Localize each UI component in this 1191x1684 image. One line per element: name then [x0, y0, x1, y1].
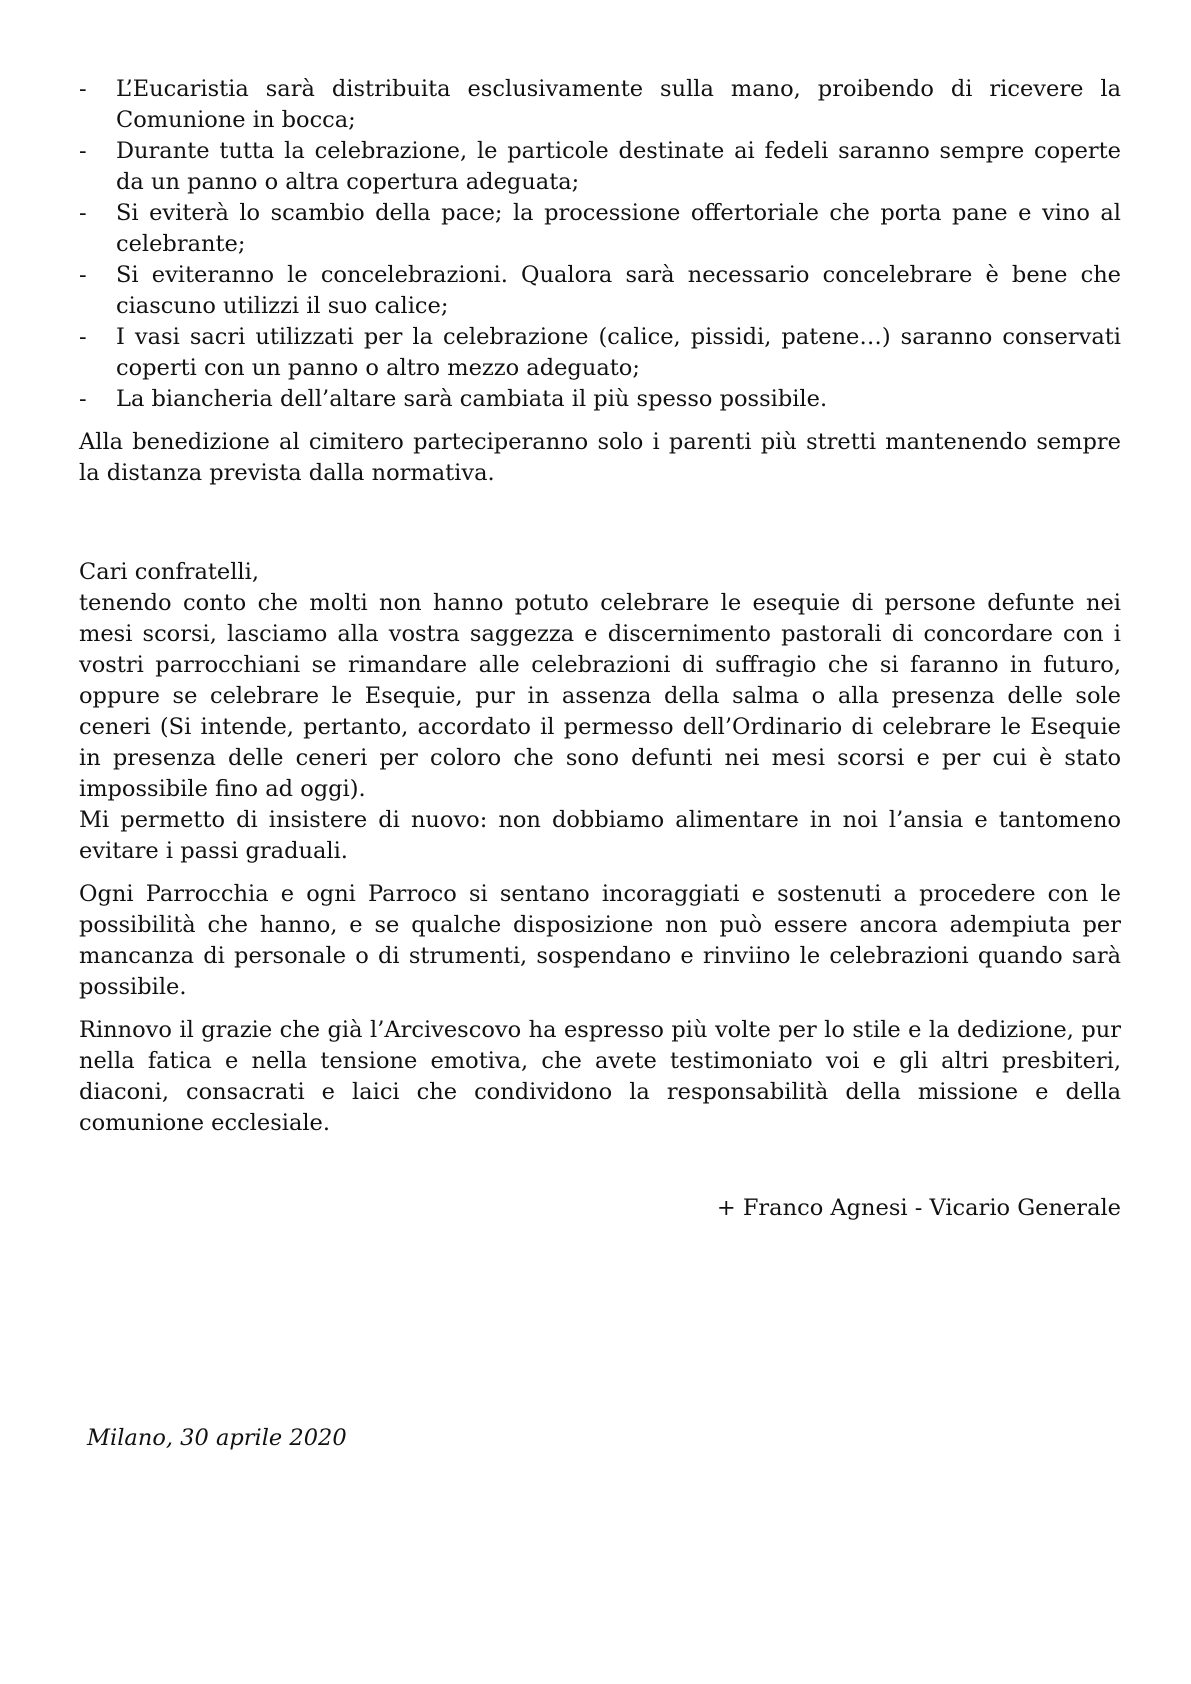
bullet-dash: - [79, 262, 87, 288]
list-item [79, 260, 1121, 322]
list-item [79, 322, 1121, 384]
list-item-text: L’Eucaristia sarà distribuita esclusivamente sulla mano, proibendo di ricevere la Comunione in bocca; [116, 76, 1121, 133]
bullet-dash: - [79, 138, 87, 164]
body-paragraph: tenendo conto che molti non hanno potuto celebrare le esequie di persone defunte nei mesi scorsi, lasciamo alla vostra saggezza e discernimento pastorali di concordare con i vostri parrocchiani se rimandare alle celebrazioni di suffragio che si faranno in futuro, oppure se celebrare le Esequie, pur in assenza della salma o alla presenza delle sole ceneri (Si intende, pertanto, accordato il permesso dell’Ordinario di celebrare le Esequie in presenza delle ceneri per coloro che sono defunti nei mesi scorsi e per cui è stato impossibile fino ad oggi). [79, 590, 1121, 802]
thanks-paragraph: Rinnovo il grazie che già l’Arcivescovo ha espresso più volte per lo stile e la dedizione, pur nella fatica e nella tensione emotiva, che avete testimoniato voi e gli altri presbiteri, diaconi, consacrati e laici che condividono la responsabilità della missione e della comunione ecclesiale. [79, 1017, 1121, 1136]
list-item [79, 136, 1121, 198]
list-item-text: Durante tutta la celebrazione, le particole destinate ai fedeli saranno sempre coperte da un panno o altra copertura adeguata; [116, 138, 1121, 195]
list-item-text: La biancheria dell’altare sarà cambiata il più spesso possibile. [116, 386, 828, 412]
place-date: Milano, 30 aprile 2020 [87, 1425, 347, 1451]
list-item [79, 198, 1121, 260]
letter-body [79, 74, 1121, 1139]
parish-paragraph: Ogni Parrocchia e ogni Parroco si sentano incoraggiati e sostenuti a procedere con le possibilità che hanno, e se qualche disposizione non può essere ancora adempiuta per mancanza di personale o di strumenti, sospendano e rinviino le celebrazioni quando sarà possibile. [79, 881, 1121, 1000]
cemetery-paragraph: Alla benedizione al cimitero parteciperanno solo i parenti più stretti mantenendo sempre la distanza prevista dalla normativa. [79, 429, 1121, 486]
list-item-text: Si eviteranno le concelebrazioni. Qualora sarà necessario concelebrare è bene che ciascuno utilizzi il suo calice; [116, 262, 1121, 319]
list-item [79, 74, 1121, 136]
instruction-list [79, 74, 1121, 415]
bullet-dash: - [79, 200, 87, 226]
insist-paragraph: Mi permetto di insistere di nuovo: non dobbiamo alimentare in noi l’ansia e tantomeno evitare i passi graduali. [79, 807, 1121, 864]
list-item-text: Si eviterà lo scambio della pace; la processione offertoriale che porta pane e vino al celebrante; [116, 200, 1121, 257]
greeting: Cari confratelli, [79, 559, 259, 585]
list-item-text: I vasi sacri utilizzati per la celebrazione (calice, pissidi, patene…) saranno conservati coperti con un panno o altro mezzo adeguato; [116, 324, 1121, 381]
bullet-dash: - [79, 76, 87, 102]
bullet-dash: - [79, 386, 87, 412]
list-item [79, 384, 1121, 415]
signature: + Franco Agnesi - Vicario Generale [716, 1195, 1121, 1221]
bullet-dash: - [79, 324, 87, 350]
